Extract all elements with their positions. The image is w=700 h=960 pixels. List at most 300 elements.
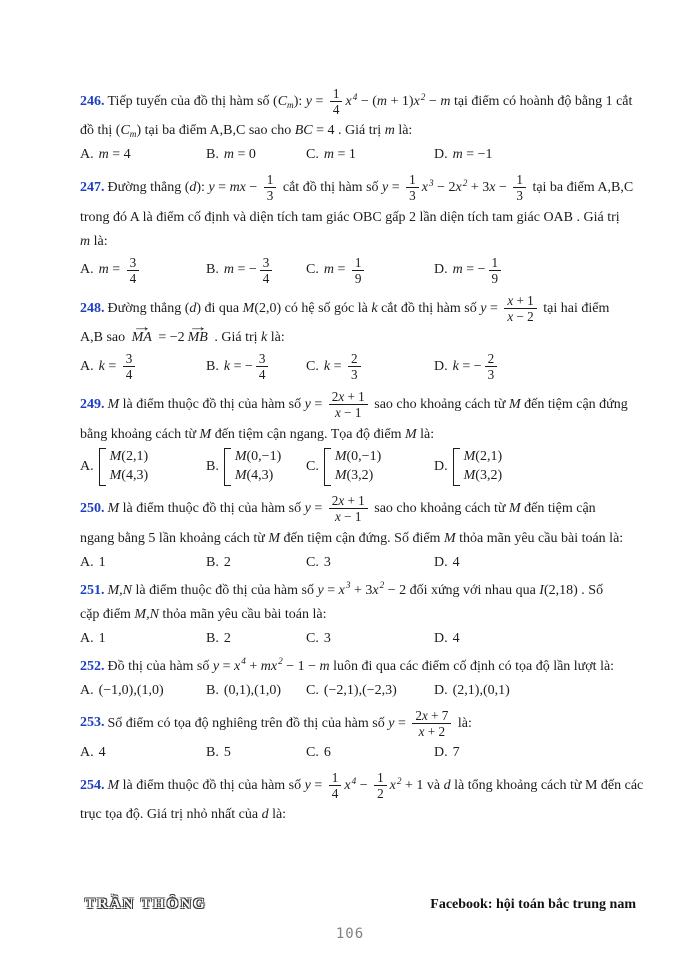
option-a bbox=[80, 255, 206, 286]
math-italic: y bbox=[208, 180, 215, 196]
option-value: 5 bbox=[223, 744, 231, 760]
fraction-denominator: 4 bbox=[262, 270, 270, 286]
math-base: x bbox=[338, 582, 345, 598]
options-row bbox=[80, 628, 638, 649]
math-italic: I bbox=[539, 582, 544, 598]
fraction-denominator: 3 bbox=[350, 367, 358, 383]
math-italic: x bbox=[338, 389, 345, 405]
option-d bbox=[434, 448, 638, 487]
option-b bbox=[206, 448, 306, 487]
question-line: đồ thị $(C_m)$ tại ba điểm A,B,C sao cho BC = 4 . Giá trị m là: bbox=[80, 123, 413, 140]
options-row bbox=[80, 255, 638, 286]
math-italic: y bbox=[212, 658, 220, 674]
question-line: A,B sao → MA = −2 → MB . Giá trị k là: bbox=[80, 327, 638, 348]
math-italic: k bbox=[452, 358, 459, 374]
case-line: M(2,1) bbox=[109, 448, 149, 464]
question-247 bbox=[80, 172, 638, 286]
math-italic: M bbox=[107, 501, 120, 517]
question-line: 246. Tiếp tuyến của đồ thị hàm số $(C_m)$: y = $\frac{1}{4}$ $x^4 - (m + 1)x^2 - m$ tại điểm có hoành độ bằng 1 cắt bbox=[80, 86, 633, 118]
math-italic: BC bbox=[294, 123, 313, 139]
option-value: k = − $\frac{3}{4}$ bbox=[224, 359, 272, 374]
question-line: 251. M,N là điểm thuộc đồ thị của hàm số $y = x^3 + 3x^2 - 2$ đối xứng với nhau qua I(2,18) . Số bbox=[80, 580, 604, 598]
math-italic: x bbox=[335, 405, 341, 421]
math-italic: M bbox=[463, 468, 476, 484]
math-base: C bbox=[277, 93, 288, 109]
option-b bbox=[206, 628, 306, 649]
math-italic: k bbox=[223, 358, 231, 374]
option-label: D. bbox=[434, 744, 448, 760]
fraction-denominator: 3 bbox=[516, 188, 523, 204]
question-line: ngang bằng 5 lần khoảng cách từ M đến tiệm cận đứng. Số điểm M thỏa mãn yêu cầu bài toán là: bbox=[80, 530, 624, 546]
fraction-denominator: 3 bbox=[266, 188, 274, 204]
questions-container bbox=[80, 86, 644, 832]
math-exponent: 2 bbox=[396, 775, 402, 786]
option-label: C. bbox=[306, 682, 319, 698]
question-line: 252. Đồ thị của hàm số $y = x^4 + mx^2 - 1 - m$ luôn đi qua các điểm cố định có tọa độ lần lượt là: bbox=[80, 656, 615, 674]
math-italic: M bbox=[443, 530, 456, 546]
fraction-numerator: 3 bbox=[260, 255, 273, 271]
fraction bbox=[256, 351, 269, 382]
option-a bbox=[80, 144, 206, 165]
option-label: C. bbox=[306, 147, 319, 163]
option-value: m = −1 bbox=[452, 147, 493, 163]
math-italic: x bbox=[421, 707, 428, 723]
options-row bbox=[80, 742, 638, 763]
fraction-denominator: 2 bbox=[377, 785, 384, 801]
math-italic: M,N bbox=[107, 582, 132, 598]
options-row bbox=[80, 448, 638, 487]
math-italic: y bbox=[304, 397, 311, 413]
math-italic: M bbox=[508, 397, 521, 413]
math-italic: m bbox=[98, 147, 109, 163]
math-italic: y bbox=[480, 300, 487, 316]
option-b bbox=[206, 255, 306, 286]
fraction bbox=[406, 172, 419, 203]
question-253 bbox=[80, 708, 638, 763]
option-label: D. bbox=[434, 358, 448, 374]
question-line: m là: bbox=[80, 233, 108, 249]
option-value: 4 bbox=[452, 630, 460, 646]
math-italic: m bbox=[223, 147, 234, 163]
math-italic: M bbox=[463, 448, 476, 464]
math-italic: M bbox=[107, 777, 120, 793]
option-value: m = $\frac{3}{4}$ bbox=[99, 262, 143, 277]
fraction-denominator: x − 2 bbox=[507, 308, 534, 324]
fraction-denominator: 9 bbox=[354, 270, 362, 286]
math-italic: x bbox=[507, 292, 514, 308]
page-footer bbox=[85, 896, 636, 913]
case-line: M(0,−1) bbox=[234, 448, 282, 464]
option-label: B. bbox=[206, 262, 219, 278]
fraction-denominator: x − 1 bbox=[335, 405, 362, 421]
fraction-numerator: 2 bbox=[485, 351, 498, 367]
option-label: D. bbox=[434, 147, 448, 163]
fraction-numerator: 1 bbox=[406, 172, 419, 188]
option-label: D. bbox=[434, 554, 448, 570]
option-value: m = 0 bbox=[223, 147, 256, 163]
fraction-denominator: 4 bbox=[331, 785, 339, 801]
question-line: 248. Đường thẳng (d) đi qua M(2,0) có hệ số góc là k cắt đồ thị hàm số y = $\frac{x + 1}{x - 2}$ tại hai điểm bbox=[80, 292, 610, 324]
math-italic: x bbox=[338, 493, 345, 509]
option-label: D. bbox=[434, 682, 448, 698]
option-value: k = $\frac{3}{4}$ bbox=[99, 359, 139, 374]
option-d bbox=[434, 742, 638, 763]
option-value: 2 bbox=[223, 554, 231, 570]
case-line: M(2,1) bbox=[463, 448, 503, 464]
math-italic: m bbox=[323, 262, 334, 278]
fraction-numerator: 3 bbox=[256, 351, 269, 367]
math-italic: m bbox=[384, 123, 395, 139]
math-italic: x bbox=[335, 509, 341, 525]
fraction-denominator: 9 bbox=[491, 270, 499, 286]
fraction-numerator: x + 1 bbox=[504, 293, 536, 309]
math-base: x bbox=[421, 180, 428, 196]
option-value: k = − $\frac{2}{3}$ bbox=[453, 359, 501, 374]
option-c bbox=[306, 351, 434, 382]
option-value: 1 bbox=[98, 554, 106, 570]
option-d bbox=[434, 552, 638, 573]
math-italic: y bbox=[388, 715, 395, 731]
option-label: A. bbox=[80, 459, 94, 475]
question-number: 247. bbox=[80, 180, 105, 196]
math-italic: y bbox=[305, 93, 312, 109]
option-label: B. bbox=[206, 554, 219, 570]
fraction-denominator: 3 bbox=[409, 188, 416, 204]
math-italic: M bbox=[508, 501, 521, 517]
fraction-denominator: x + 2 bbox=[418, 723, 446, 739]
math-italic: M bbox=[109, 468, 122, 484]
math-italic: M bbox=[404, 426, 417, 442]
option-value: k = $\frac{2}{3}$ bbox=[324, 359, 364, 374]
math-exponent: 4 bbox=[241, 656, 246, 667]
fraction-numerator: 1 bbox=[374, 770, 387, 786]
math-italic: m bbox=[452, 262, 463, 278]
fraction-numerator: 2x + 7 bbox=[412, 708, 451, 724]
question-254 bbox=[80, 769, 644, 825]
option-label: A. bbox=[80, 744, 94, 760]
option-value: 4 bbox=[98, 744, 106, 760]
math-italic: M bbox=[199, 426, 212, 442]
math-exponent: 4 bbox=[352, 91, 358, 102]
question-line: 247. Đường thẳng (d): y = mx − $\frac{1}{3}$ cắt đồ thị hàm số y = $\frac{1}{3}$ $x^3 - 2x^2 + 3x$ − $\frac{1}{3}$ tại ba điểm A,B,C bbox=[80, 172, 634, 204]
math-italic: m bbox=[323, 147, 334, 163]
math-base: x bbox=[345, 93, 352, 109]
math-italic: M bbox=[234, 448, 247, 464]
case-rows bbox=[335, 448, 381, 487]
option-label: C. bbox=[306, 358, 319, 374]
case-rows bbox=[235, 448, 281, 487]
math-italic: x bbox=[507, 308, 514, 324]
option-value: m = − $\frac{1}{9}$ bbox=[453, 262, 505, 277]
question-line: 250. M là điểm thuộc đồ thị của hàm số y = $\frac{2x + 1}{x - 1}$ sao cho khoảng cách từ M đến tiệm cận bbox=[80, 493, 596, 525]
question-number: 254. bbox=[80, 777, 105, 793]
option-label: B. bbox=[206, 630, 219, 646]
option-cases bbox=[324, 448, 381, 487]
math-italic: M bbox=[234, 468, 247, 484]
fraction bbox=[330, 86, 343, 117]
math-italic: M bbox=[109, 448, 122, 464]
facebook-text: Facebook: hội toán bắc trung nam bbox=[430, 897, 636, 912]
fraction bbox=[513, 172, 526, 203]
math-exponent: 3 bbox=[345, 580, 351, 591]
case-line: M(3,2) bbox=[463, 468, 503, 484]
case-line: M(4,3) bbox=[234, 468, 274, 484]
option-value: m = 1 bbox=[323, 147, 356, 163]
fraction-numerator: 2x + 1 bbox=[329, 493, 368, 509]
math-base: x bbox=[389, 777, 396, 793]
math-italic: y bbox=[317, 582, 324, 598]
fraction bbox=[127, 255, 140, 286]
question-line: 254. M là điểm thuộc đồ thị của hàm số y = $\frac{1}{4}$ $x^4$ − $\frac{1}{2}$ $x^2 + 1$ và d là tổng khoảng cách từ M đến các bbox=[80, 769, 644, 801]
math-italic: k bbox=[323, 358, 331, 374]
fraction-numerator: 1 bbox=[489, 255, 502, 271]
math-italic: m bbox=[223, 262, 234, 278]
math-italic: m bbox=[98, 262, 109, 278]
option-b bbox=[206, 351, 306, 382]
question-number: 246. bbox=[80, 93, 105, 109]
vector: → MA bbox=[132, 327, 152, 348]
fraction-denominator: x − 1 bbox=[335, 509, 362, 525]
vector: → MB bbox=[188, 327, 208, 348]
options-row bbox=[80, 552, 638, 573]
math-italic: m bbox=[440, 93, 451, 109]
fraction-numerator: 1 bbox=[329, 770, 342, 786]
math-italic: m bbox=[319, 658, 330, 674]
question-248 bbox=[80, 293, 638, 383]
fraction bbox=[374, 770, 387, 801]
option-value: 7 bbox=[452, 744, 460, 760]
math-italic: M bbox=[107, 397, 120, 413]
option-c bbox=[306, 448, 434, 487]
question-251 bbox=[80, 580, 638, 649]
option-label: C. bbox=[306, 262, 319, 278]
case-line: M(4,3) bbox=[109, 468, 149, 484]
fraction bbox=[485, 351, 498, 382]
math-italic: M bbox=[334, 448, 347, 464]
math-italic: d bbox=[443, 777, 451, 793]
option-label: B. bbox=[206, 358, 219, 374]
math-italic: k bbox=[371, 300, 378, 316]
option-label: B. bbox=[206, 459, 219, 475]
case-line: M(0,−1) bbox=[334, 448, 382, 464]
left-bracket bbox=[99, 448, 106, 487]
fraction bbox=[329, 493, 368, 524]
fraction bbox=[504, 293, 536, 324]
math-base: x bbox=[455, 180, 462, 196]
math-italic: m bbox=[260, 658, 271, 674]
fraction-denominator: 4 bbox=[332, 102, 340, 118]
fraction-numerator: 1 bbox=[264, 172, 277, 188]
option-value: 6 bbox=[323, 744, 331, 760]
math-italic: m bbox=[376, 93, 387, 109]
math-italic: y bbox=[382, 180, 389, 196]
option-label: A. bbox=[80, 554, 94, 570]
option-value: (0,1),(1,0) bbox=[223, 682, 281, 698]
math-italic: M,N bbox=[134, 606, 159, 622]
math-italic: M bbox=[242, 300, 255, 316]
option-label: C. bbox=[306, 630, 319, 646]
fraction bbox=[352, 255, 365, 286]
option-label: A. bbox=[80, 358, 94, 374]
math-italic: d bbox=[189, 300, 197, 316]
fraction-denominator: 4 bbox=[125, 367, 133, 383]
fraction-denominator: 3 bbox=[487, 367, 495, 383]
option-a bbox=[80, 680, 206, 701]
math-italic: k bbox=[98, 358, 105, 374]
vector-arrow-icon: → bbox=[131, 319, 152, 335]
option-cases bbox=[453, 448, 503, 487]
left-bracket bbox=[453, 448, 460, 487]
math-base: x bbox=[372, 582, 379, 598]
case-rows bbox=[464, 448, 503, 487]
fraction bbox=[123, 351, 136, 382]
option-label: A. bbox=[80, 262, 94, 278]
option-a bbox=[80, 628, 206, 649]
question-250 bbox=[80, 493, 638, 572]
math-base: x bbox=[344, 777, 351, 793]
math-italic: d bbox=[189, 180, 197, 196]
left-bracket bbox=[224, 448, 231, 487]
option-b bbox=[206, 552, 306, 573]
question-246 bbox=[80, 86, 638, 165]
option-label: B. bbox=[206, 147, 219, 163]
math-base: C bbox=[120, 123, 130, 139]
math-subscript: m bbox=[129, 129, 137, 140]
question-number: 253. bbox=[80, 715, 105, 731]
option-d bbox=[434, 351, 638, 382]
option-value: 4 bbox=[452, 554, 460, 570]
option-label: D. bbox=[434, 459, 448, 475]
fraction-numerator: 2x + 1 bbox=[329, 389, 368, 405]
option-label: A. bbox=[80, 630, 94, 646]
math-base: x bbox=[234, 658, 241, 674]
math-subscript: m bbox=[287, 100, 294, 111]
option-c bbox=[306, 628, 434, 649]
option-label: A. bbox=[80, 682, 94, 698]
option-c bbox=[306, 144, 434, 165]
fraction-numerator: 2 bbox=[348, 351, 361, 367]
option-label: C. bbox=[306, 744, 319, 760]
option-a bbox=[80, 742, 206, 763]
question-line: 253. Số điểm có tọa độ nghiêng trên đồ thị của hàm số y = $\frac{2x + 7}{x + 2}$ là: bbox=[80, 707, 472, 739]
fraction bbox=[264, 172, 277, 203]
option-cases bbox=[224, 448, 281, 487]
option-value: (2,1),(0,1) bbox=[452, 682, 510, 698]
option-value: 1 bbox=[98, 630, 106, 646]
option-d bbox=[434, 144, 638, 165]
question-line: cặp điểm M,N thỏa mãn yêu cầu bài toán là: bbox=[80, 606, 327, 622]
option-value: 3 bbox=[323, 630, 331, 646]
fraction bbox=[329, 770, 342, 801]
fraction bbox=[260, 255, 273, 286]
question-number: 251. bbox=[80, 582, 105, 598]
math-base: x bbox=[270, 658, 278, 674]
brand-text: TRẦN THÔNG bbox=[85, 896, 207, 912]
option-value: 2 bbox=[223, 630, 231, 646]
math-italic: y bbox=[304, 777, 311, 793]
left-bracket bbox=[324, 448, 331, 487]
fraction-denominator: 4 bbox=[258, 367, 266, 383]
option-value: (−2,1),(−2,3) bbox=[323, 682, 397, 698]
option-label: C. bbox=[306, 554, 319, 570]
fraction-denominator: 4 bbox=[129, 270, 137, 286]
fraction-numerator: 1 bbox=[513, 172, 526, 188]
math-exponent: 4 bbox=[351, 775, 357, 786]
option-cases bbox=[99, 448, 149, 487]
fraction-numerator: 1 bbox=[330, 86, 343, 102]
math-italic: M bbox=[268, 530, 281, 546]
fraction bbox=[489, 255, 502, 286]
option-d bbox=[434, 628, 638, 649]
question-line: 249. M là điểm thuộc đồ thị của hàm số y = $\frac{2x + 1}{x - 1}$ sao cho khoảng cách từ M đến tiệm cận đứng bbox=[80, 389, 628, 421]
math-italic: y bbox=[304, 501, 311, 517]
option-c bbox=[306, 680, 434, 701]
option-value: m = $\frac{1}{9}$ bbox=[324, 262, 368, 277]
math-exponent: 2 bbox=[379, 580, 385, 591]
option-value: (−1,0),(1,0) bbox=[98, 682, 164, 698]
question-number: 249. bbox=[80, 397, 105, 413]
option-label: A. bbox=[80, 147, 94, 163]
option-label: D. bbox=[434, 630, 448, 646]
option-label: C. bbox=[306, 459, 319, 475]
math-exponent: 2 bbox=[278, 656, 283, 667]
math-italic: d bbox=[261, 807, 269, 823]
fraction bbox=[348, 351, 361, 382]
options-row bbox=[80, 351, 638, 382]
math-italic: m bbox=[452, 147, 463, 163]
option-b bbox=[206, 742, 306, 763]
case-line: M(3,2) bbox=[334, 468, 374, 484]
math-italic: x bbox=[418, 723, 425, 739]
option-c bbox=[306, 742, 434, 763]
question-line: bằng khoảng cách từ M đến tiệm cận ngang. Tọa độ điểm M là: bbox=[80, 426, 435, 442]
question-line: trong đó A là điểm cố định và diện tích tam giác OBC gấp 2 lần diện tích tam giác OAB . Giá trị bbox=[80, 209, 620, 225]
math-italic: M bbox=[334, 468, 347, 484]
question-number: 252. bbox=[80, 658, 105, 674]
case-rows bbox=[110, 448, 149, 487]
option-value: m = − $\frac{3}{4}$ bbox=[224, 262, 276, 277]
question-249 bbox=[80, 389, 638, 486]
math-italic: m bbox=[80, 233, 91, 249]
question-number: 250. bbox=[80, 501, 105, 517]
math-base: x bbox=[413, 93, 420, 109]
option-a bbox=[80, 351, 206, 382]
question-number: 248. bbox=[80, 300, 105, 316]
option-value: m = 4 bbox=[98, 147, 131, 163]
option-d bbox=[434, 255, 638, 286]
math-exponent: 2 bbox=[420, 91, 426, 102]
options-row bbox=[80, 680, 638, 701]
vector-arrow-icon: → bbox=[187, 319, 208, 335]
fraction-numerator: 1 bbox=[352, 255, 365, 271]
fraction-numerator: 3 bbox=[123, 351, 136, 367]
question-252 bbox=[80, 656, 638, 701]
option-a bbox=[80, 552, 206, 573]
fraction bbox=[329, 389, 368, 420]
option-value: 3 bbox=[323, 554, 331, 570]
options-row bbox=[80, 144, 638, 165]
option-label: D. bbox=[434, 262, 448, 278]
fraction-numerator: 3 bbox=[127, 255, 140, 271]
option-b bbox=[206, 680, 306, 701]
page-number: 106 bbox=[335, 926, 365, 942]
math-exponent: 2 bbox=[462, 178, 468, 189]
math-italic: mx bbox=[229, 180, 246, 196]
option-c bbox=[306, 255, 434, 286]
option-b bbox=[206, 144, 306, 165]
option-d bbox=[434, 680, 638, 701]
option-a bbox=[80, 448, 206, 487]
